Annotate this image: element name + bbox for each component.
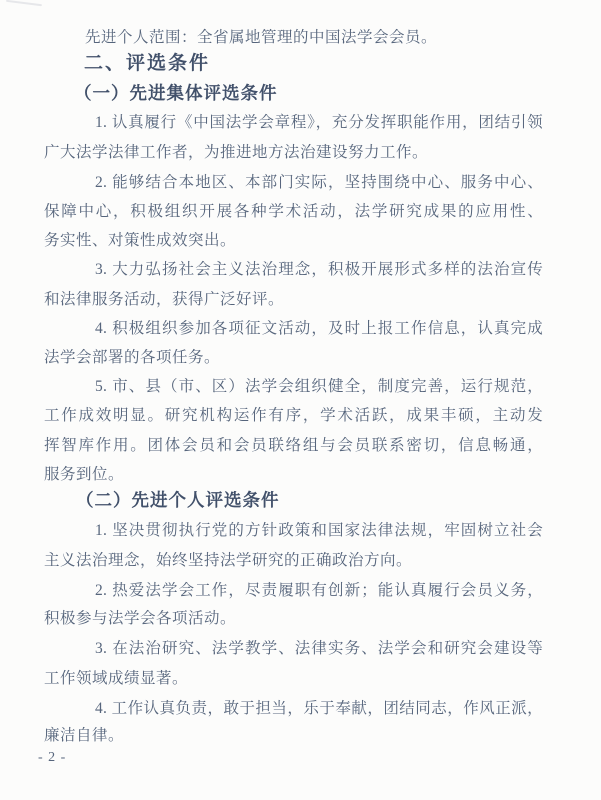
subsection-heading: （一）先进集体评选条件 (74, 83, 278, 103)
body-line: 4. 工作认真负责，敢于担当，乐于奉献，团结同志，作风正派， (95, 700, 543, 717)
body-line: 5. 市、县（市、区）法学会组织健全，制度完善，运行规范， (95, 378, 543, 395)
body-line: 2. 热爱法学会工作，尽责履职有创新；能认真履行会员义务， (95, 582, 543, 599)
body-line: 2. 能够结合本地区、本部门实际，坚持围绕中心、服务中心、 (95, 174, 543, 191)
body-line: 4. 积极组织参加各项征文活动，及时上报工作信息，认真完成 (95, 320, 543, 337)
body-line: 法学会部署的各项任务。 (44, 349, 221, 366)
body-line: 服务到位。 (44, 466, 125, 483)
body-line: 廉洁自律。 (44, 727, 125, 744)
scan-artifact-line (6, 0, 42, 6)
body-line: 工作领域成绩显著。 (44, 670, 189, 687)
body-line: 3. 在法治研究、法学教学、法律实务、法学会和研究会建设等 (95, 640, 543, 657)
body-line: 1. 认真履行《中国法学会章程》，充分发挥职能作用，团结引领 (95, 114, 543, 131)
body-line: 保障中心，积极组织开展各种学术活动，法学研究成果的应用性、 (44, 203, 543, 220)
body-line: 1. 坚决贯彻执行党的方针政策和国家法律法规，牢固树立社会 (95, 522, 543, 539)
body-line: 3. 大力弘扬社会主义法治理念，积极开展形式多样的法治宣传 (95, 261, 543, 278)
body-line: 务实性、对策性成效突出。 (44, 232, 237, 249)
subsection-heading: （二）先进个人评选条件 (76, 490, 280, 510)
body-line: 挥智库作用。团体会员和会员联络组与会员联系密切，信息畅通， (44, 437, 543, 454)
body-line: 积极参与法学会各项活动。 (44, 610, 237, 627)
body-line: 工作成效明显。研究机构运作有序，学术活跃，成果丰硕，主动发 (44, 407, 543, 424)
section-heading: 二、评选条件 (84, 53, 211, 74)
body-line: 先进个人范围：全省属地管理的中国法学会会员。 (85, 29, 438, 46)
body-line: 和法律服务活动，获得广泛好评。 (44, 291, 285, 308)
page-number: - 2 - (38, 750, 67, 765)
body-line: 主义法治理念，始终坚持法学研究的正确政治方向。 (44, 552, 413, 569)
body-line: 广大法学法律工作者，为推进地方法治建设努力工作。 (44, 144, 429, 161)
